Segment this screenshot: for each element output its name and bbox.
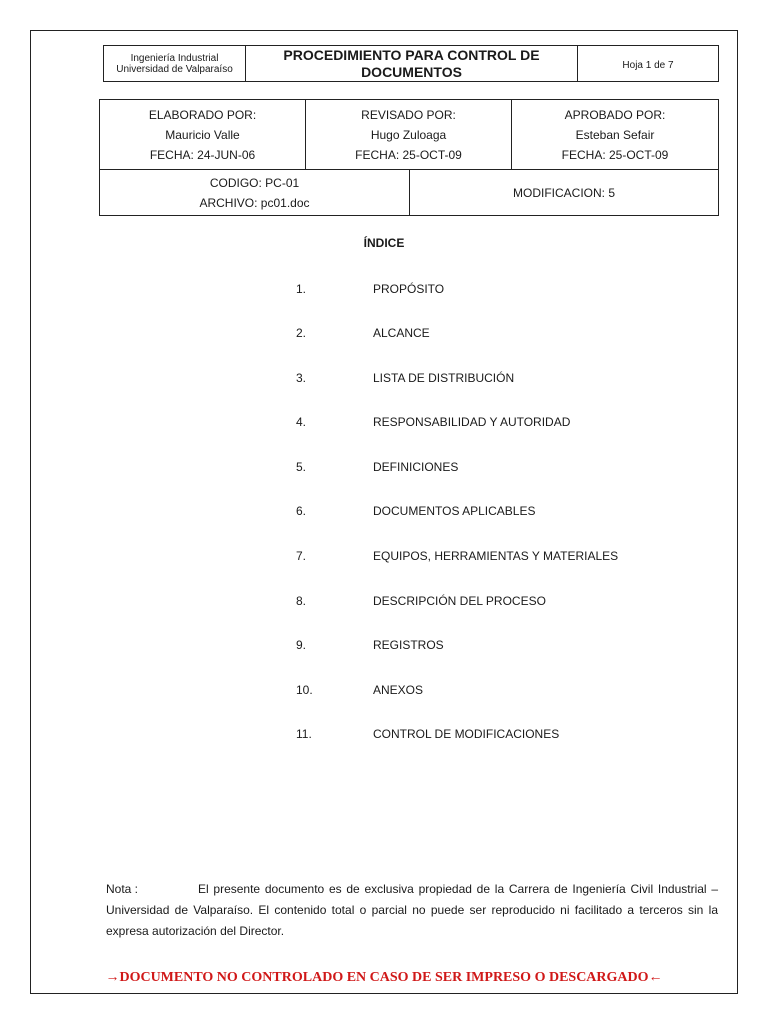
revisado-heading: REVISADO POR: [361,107,456,122]
toc-item-number: 11. [296,727,312,741]
elaborado-cell [100,100,306,170]
toc-item-number: 5. [296,460,307,474]
toc-item-number: 1. [296,282,307,296]
institution-line2: Universidad de Valparaíso [116,63,233,75]
toc-item-number: 4. [296,415,307,429]
arrow-left-icon: ← [648,970,663,985]
approvals-table [99,99,719,216]
uncontrolled-document-banner [0,970,768,986]
toc-item-number: 10. [296,683,313,697]
aprobado-date: FECHA: 25-OCT-09 [561,147,669,162]
revisado-date: FECHA: 25-OCT-09 [355,147,462,162]
note-prefix: Nota : [106,882,139,896]
sheet-number: Hoja 1 de 7 [622,59,674,71]
title-cell [246,46,578,82]
toc-item [0,371,768,391]
confidentiality-note [106,879,718,942]
toc-item-number: 9. [296,638,307,652]
toc-item [0,638,768,658]
elaborado-name: Mauricio Valle [165,127,240,142]
institution-line1: Ingeniería Industrial [130,52,219,64]
toc-item [0,727,768,747]
toc-item [0,594,768,614]
toc-item-label: EQUIPOS, HERRAMIENTAS Y MATERIALES [373,549,619,563]
code-file-cell [100,170,410,216]
toc-item-number: 8. [296,594,307,608]
toc-item [0,549,768,569]
toc-item [0,326,768,346]
toc-item-label: REGISTROS [373,638,444,652]
toc-item [0,460,768,480]
revisado-name: Hugo Zuloaga [370,127,447,142]
aprobado-heading: APROBADO POR: [564,107,666,122]
toc-item [0,504,768,524]
toc-item-label: DOCUMENTOS APLICABLES [373,504,536,518]
toc-item-label: ALCANCE [373,326,430,340]
toc-item [0,415,768,435]
elaborado-heading: ELABORADO POR: [148,107,257,122]
toc-item-number: 3. [296,371,307,385]
toc-item-label: RESPONSABILIDAD Y AUTORIDAD [373,415,571,429]
toc-item [0,282,768,302]
aprobado-name: Esteban Sefair [575,127,655,142]
toc-item [0,683,768,703]
toc-item-number: 2. [296,326,307,340]
toc-item-number: 7. [296,549,307,563]
revisado-cell [306,100,512,170]
document-code: CODIGO: PC-01 [209,175,300,190]
aprobado-cell [512,100,719,170]
institution-cell [104,46,246,82]
toc-item-label: ANEXOS [373,683,424,697]
modification-cell [410,170,719,216]
toc-item-label: LISTA DE DISTRIBUCIÓN [373,371,515,385]
document-header [103,45,719,82]
toc-item-label: PROPÓSITO [373,282,445,296]
document-file: ARCHIVO: pc01.doc [199,195,310,210]
banner-text: DOCUMENTO NO CONTROLADO EN CASO DE SER IMPRESO O DESCARGADO [119,970,649,985]
note-text: El presente documento es de exclusiva propiedad de la Carrera de Ingeniería Civil Industrial – Universidad de Valparaíso. El contenido total o parcial no puede ser reproducido ni facilitado a terceros sin la expresa autorización del Director. [106,882,718,938]
toc-item-label: CONTROL DE MODIFICACIONES [373,727,560,741]
arrow-right-icon: → [105,970,120,985]
elaborado-date: FECHA: 24-JUN-06 [149,147,256,162]
index-title: ÍNDICE [363,236,405,250]
toc-item-label: DESCRIPCIÓN DEL PROCESO [373,594,546,608]
toc-item-number: 6. [296,504,307,518]
modification-number: MODIFICACION: 5 [513,185,616,200]
toc-item-label: DEFINICIONES [373,460,459,474]
document-title: PROCEDIMIENTO PARA CONTROL DE DOCUMENTOS [283,46,540,80]
sheet-cell [578,46,719,82]
